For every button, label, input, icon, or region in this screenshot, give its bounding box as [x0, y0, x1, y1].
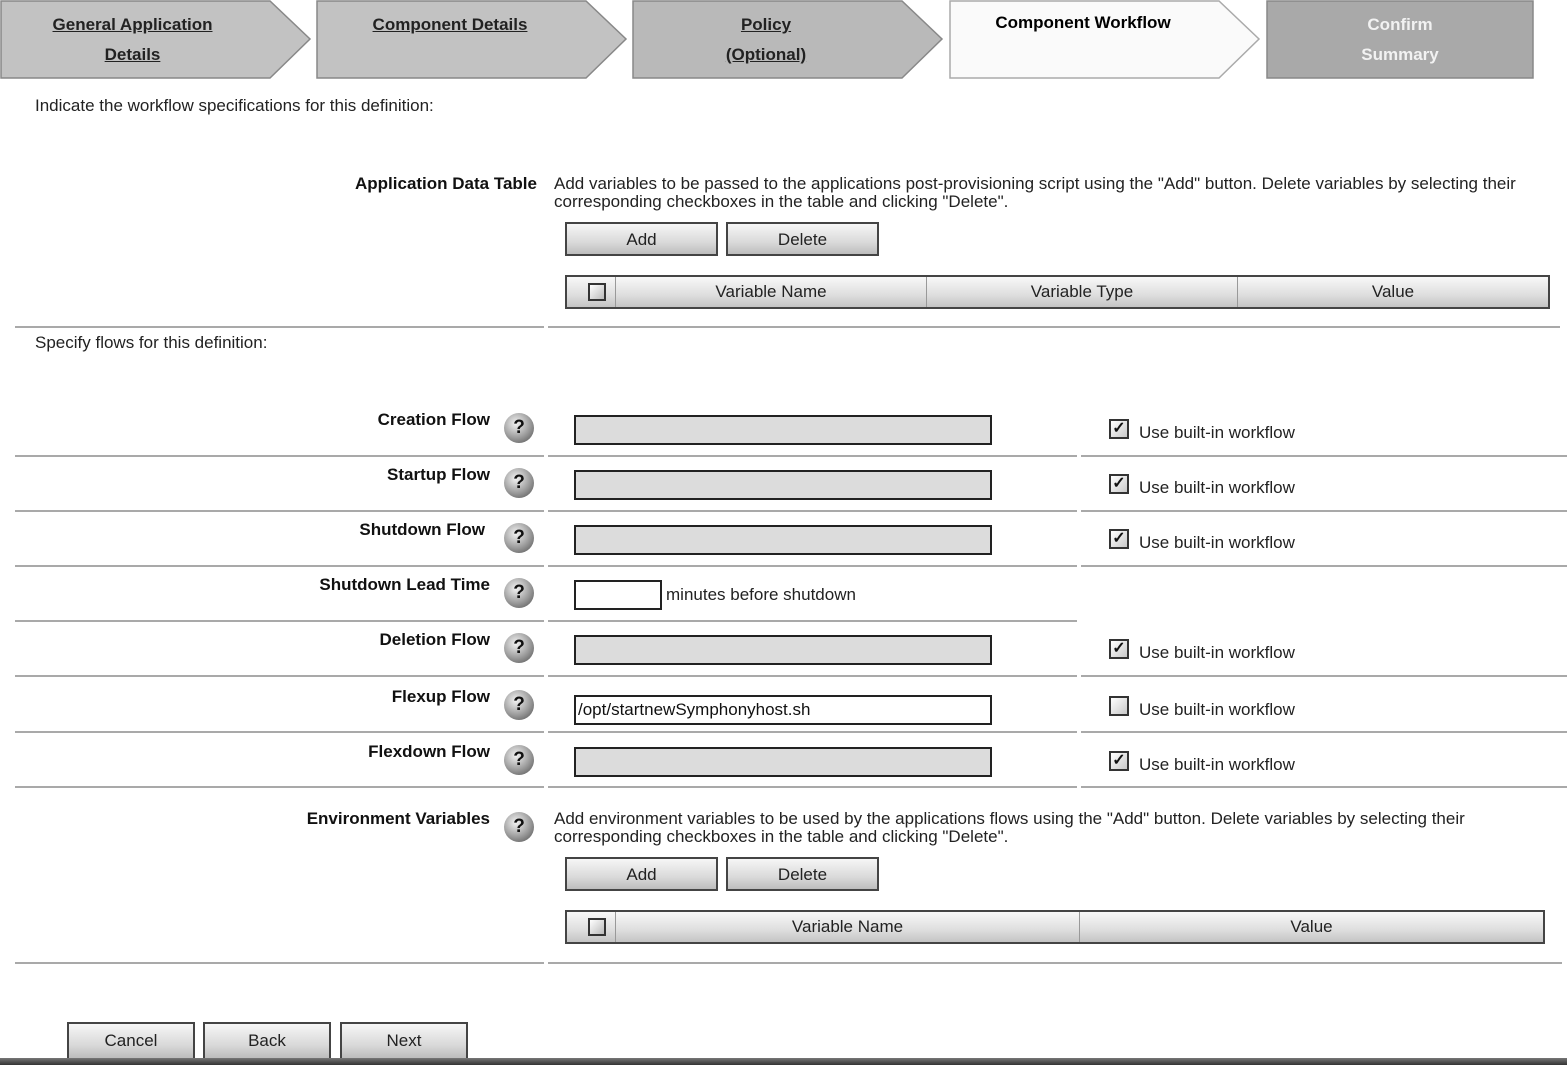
divider	[15, 455, 544, 457]
deletion-use-builtin-checkbox[interactable]: ✓	[1109, 639, 1129, 659]
select-all-cell	[567, 912, 616, 942]
divider	[15, 510, 544, 512]
shutdown-lead-time-input[interactable]	[574, 580, 662, 610]
column-header-value[interactable]: Value	[1371, 282, 1415, 301]
divider	[1081, 565, 1567, 567]
shutdown-lead-time-label: Shutdown Lead Time	[319, 575, 490, 594]
divider	[548, 675, 1077, 677]
wizard-step-component-workflow	[949, 0, 1261, 79]
wizard-step-component-details[interactable]	[316, 0, 628, 79]
app-data-table-description: Add variables to be passed to the applications post-provisioning script using the "Add" button. Delete variables by selecting their corresponding checkboxes in the table and clicking "Delete".	[554, 174, 1516, 211]
flexup-use-builtin-label: Use built-in workflow	[1139, 700, 1295, 719]
divider	[548, 962, 1562, 964]
startup-use-builtin-label: Use built-in workflow	[1139, 478, 1295, 497]
footer-bar	[0, 1058, 1567, 1065]
step-label[interactable]	[632, 10, 900, 70]
divider	[15, 565, 544, 567]
divider	[548, 565, 1077, 567]
flexup-use-builtin-checkbox[interactable]	[1109, 696, 1129, 716]
divider	[548, 326, 1560, 328]
startup-use-builtin-checkbox[interactable]: ✓	[1109, 474, 1129, 494]
column-header-variable-name[interactable]: Variable Name	[616, 912, 1080, 942]
select-all-checkbox[interactable]	[588, 918, 606, 936]
flexup-flow-label: Flexup Flow	[391, 687, 490, 706]
divider	[1081, 731, 1567, 733]
shutdown-use-builtin-checkbox[interactable]: ✓	[1109, 529, 1129, 549]
help-icon[interactable]: ?	[504, 690, 534, 720]
deletion-use-builtin-label: Use built-in workflow	[1139, 643, 1295, 662]
step-label-line2: Details	[104, 45, 161, 64]
select-all-checkbox[interactable]	[588, 283, 606, 301]
app-data-table-label: Application Data Table	[355, 174, 537, 193]
startup-flow-input[interactable]	[574, 470, 992, 500]
deletion-flow-label: Deletion Flow	[379, 630, 490, 649]
flexdown-use-builtin-checkbox[interactable]: ✓	[1109, 751, 1129, 771]
divider	[548, 455, 1077, 457]
step-label-line2: (Optional)	[725, 45, 807, 64]
step-label[interactable]	[0, 10, 265, 70]
env-vars-label: Environment Variables	[306, 809, 490, 828]
flows-intro-text: Specify flows for this definition:	[35, 333, 268, 352]
step-label-line1: Component Workflow	[995, 13, 1171, 32]
back-button[interactable]: Back	[203, 1022, 331, 1060]
step-label[interactable]	[316, 10, 584, 40]
divider	[15, 326, 544, 328]
step-label-line1: Confirm	[1367, 15, 1433, 34]
app-data-delete-button[interactable]: Delete	[726, 222, 879, 256]
help-icon[interactable]: ?	[504, 633, 534, 663]
step-label	[949, 8, 1217, 38]
wizard-step-general-application-details[interactable]	[0, 0, 312, 79]
shutdown-flow-label: Shutdown Flow	[359, 520, 485, 539]
intro-text: Indicate the workflow specifications for this definition:	[35, 96, 434, 115]
divider	[1081, 786, 1567, 788]
divider	[15, 786, 544, 788]
flexdown-use-builtin-label: Use built-in workflow	[1139, 755, 1295, 774]
env-vars-table-header	[565, 910, 1545, 944]
flexdown-flow-input[interactable]	[574, 747, 992, 777]
env-vars-description: Add environment variables to be used by the applications flows using the "Add" button. Delete variables by selecting their corresponding checkboxes in the table and clicking "Delete".	[554, 809, 1465, 846]
cancel-button[interactable]: Cancel	[67, 1022, 195, 1060]
divider	[548, 620, 1077, 622]
step-label-line1: Policy	[740, 15, 792, 34]
help-icon[interactable]: ?	[504, 468, 534, 498]
help-icon[interactable]: ?	[504, 523, 534, 553]
wizard-step-policy[interactable]	[632, 0, 944, 79]
deletion-flow-input[interactable]	[574, 635, 992, 665]
column-header-value[interactable]: Value	[1290, 917, 1333, 936]
shutdown-lead-time-suffix: minutes before shutdown	[666, 585, 856, 604]
divider	[1081, 455, 1567, 457]
column-header-variable-name[interactable]: Variable Name	[616, 277, 927, 307]
step-label-line2: Summary	[1361, 45, 1439, 64]
divider	[15, 675, 544, 677]
help-icon[interactable]: ?	[504, 745, 534, 775]
divider	[548, 786, 1077, 788]
next-button[interactable]: Next	[340, 1022, 468, 1060]
step-label	[1266, 10, 1534, 70]
select-all-cell	[567, 277, 616, 307]
creation-flow-label: Creation Flow	[377, 410, 490, 429]
shutdown-flow-input[interactable]	[574, 525, 992, 555]
divider	[548, 510, 1077, 512]
flexdown-flow-label: Flexdown Flow	[368, 742, 490, 761]
step-label-line1: Component Details	[372, 15, 528, 34]
divider	[15, 620, 544, 622]
divider	[1081, 510, 1567, 512]
divider	[548, 731, 1077, 733]
flexup-flow-input[interactable]	[574, 695, 992, 725]
divider	[15, 962, 544, 964]
column-header-variable-type[interactable]: Variable Type	[927, 277, 1238, 307]
wizard-step-confirm-summary	[1266, 0, 1534, 79]
startup-flow-label: Startup Flow	[387, 465, 490, 484]
shutdown-use-builtin-label: Use built-in workflow	[1139, 533, 1295, 552]
app-data-table-header	[565, 275, 1550, 309]
step-label-line1: General Application	[52, 15, 213, 34]
divider	[15, 731, 544, 733]
creation-use-builtin-label: Use built-in workflow	[1139, 423, 1295, 442]
creation-flow-input[interactable]	[574, 415, 992, 445]
help-icon[interactable]: ?	[504, 578, 534, 608]
creation-use-builtin-checkbox[interactable]: ✓	[1109, 419, 1129, 439]
env-vars-add-button[interactable]: Add	[565, 857, 718, 891]
env-vars-delete-button[interactable]: Delete	[726, 857, 879, 891]
help-icon[interactable]: ?	[504, 812, 534, 842]
app-data-add-button[interactable]: Add	[565, 222, 718, 256]
help-icon[interactable]: ?	[504, 413, 534, 443]
divider	[1081, 675, 1567, 677]
